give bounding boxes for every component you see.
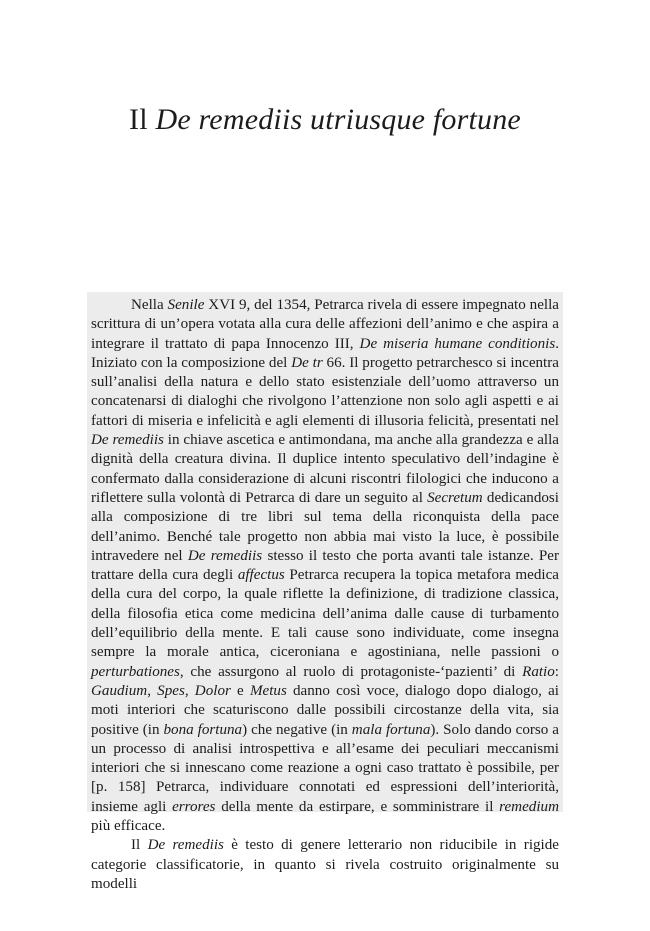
text-segment: stesso il testo che porta avanti tale istanze. Per trattare della cura degli [91,547,559,584]
text-segment: più efficace. [91,818,166,835]
text-segment: della mente da estirpare, e somministrare il [215,798,500,815]
text-segment: ). Solo dando corso a un processo di analisi introspettiva e all’esame dei peculiari meccanismi interiori che si innescano come reazione a ogni caso trattato è possibile, per [p. 158] Petrarca, individuare connotati ed espressioni dell’interiorità, insieme agli [91,721,560,815]
italic-text-segment: remedium [499,798,559,815]
text-segment: è testo di genere letterario non riducibile in rigide categorie classificatorie, in quanto si rivela costruito originalmente su modelli [91,837,559,892]
chapter-title [0,100,650,140]
italic-text-segment: Gaudium [91,682,148,699]
italic-text-segment: errores [172,798,216,815]
italic-text-segment: Ratio [522,663,555,680]
text-segment: . Iniziato con la composizione del [91,335,560,371]
italic-text-segment: perturbationes [91,663,180,680]
text-segment: in chiave ascetica e antimondana, ma anche alla grandezza e alla dignità della creatura divina. Il duplice intento speculativo dell’indagine è confermato dalla considerazione di alcuni riscontri filologici che inducono a riflettere sulla volontà di Petrarca di dare un seguito al [91,432,559,506]
italic-text-segment: De remediis [91,432,164,449]
highlighted-text-block [87,292,563,892]
text-segment: Petrarca recupera la topica metafora medica della cura del corpo, la quale riflette la definizione, di tradizione classica, della filosofia etica come medicina dell’anima dalle cause di turbamento dell’equilibrio della mente. E tali cause sono individuate, come insegna sempre la morale antica, ciceroniana e agostiniana, nelle passioni o [91,567,560,661]
text-segment: dedicandosi alla composizione di tre libri sul tema della riconquista della pace dell’animo. Benché tale progetto non abbia mai visto la luce, è possibile intravedere nel [91,489,559,564]
text-segment: , [147,682,158,699]
italic-text-segment: De miseria humane conditionis [359,335,556,352]
italic-text-segment: Metus [249,682,287,699]
text-segment: XVI 9, del 1354, Petrarca rivela di essere impegnato nella scrittura di un’opera votata alla cura delle affezioni dell’animo e che aspira a integrare il trattato di papa Innocenzo III, [91,297,559,352]
italic-text-segment: Secretum [427,489,483,506]
text-segment: danno così voce, dialogo dopo dialogo, ai moti interiori che scaturiscono dalle possibili circostanze della vita, sia positive (in [91,682,560,738]
chapter-title-prefix: Il [129,103,156,136]
italic-text-segment: affectus [237,567,285,584]
italic-text-segment: bona fortuna [163,721,243,738]
text-segment: , che assurgono al ruolo di protagoniste-‘pazienti’ di [179,663,523,680]
chapter-title-italic: De remediis utriusque fortune [155,103,521,136]
italic-text-segment: Senile [167,297,205,313]
text-segment: , [184,682,195,699]
italic-text-segment: De tr [291,354,323,371]
italic-text-segment: De remediis [147,837,224,854]
text-segment: e [230,682,250,699]
italic-text-segment: Spes [157,682,185,699]
italic-text-segment: De remediis [187,547,263,564]
text-segment: 66. Il progetto petrarchesco si incentra sull’analisi della natura e dello stato esistenziale dell’uomo attraverso un concatenarsi di dialoghi che rivolgono l’attenzione non solo agli aspetti e ai fattori di miseria e infelicità e agli elementi di illusoria felicità, presentati nel [91,354,559,429]
italic-text-segment: mala fortuna [351,721,431,738]
paragraph-2 [91,836,559,894]
text-segment: ) che negative (in [242,721,352,738]
italic-text-segment: Dolor [194,682,231,699]
text-segment: : [554,663,559,680]
text-segment: Il [131,837,148,854]
text-segment: Nella [131,297,168,313]
paragraph-1 [91,296,559,836]
